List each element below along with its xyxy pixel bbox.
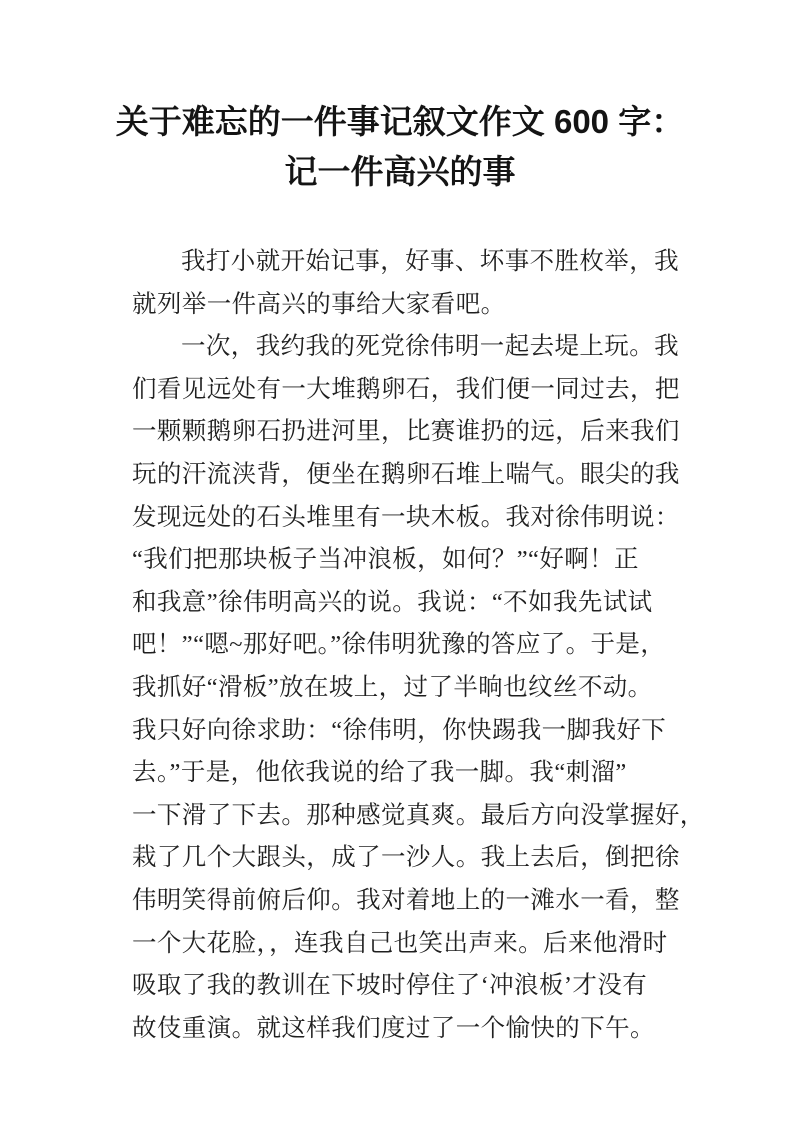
text-line: 玩的汗流浃背，便坐在鹅卵石堆上喘气。眼尖的我 [132, 460, 680, 488]
text-line: 们看见远处有一大堆鹅卵石，我们便一同过去，把 [132, 375, 680, 403]
paragraph-2 [132, 326, 740, 1050]
text-line: 我抓好“滑板”放在坡上，过了半晌也纹丝不动。 [132, 673, 653, 701]
title-line-1: 关于难忘的一件事记叙文作文 600 字： [115, 103, 685, 140]
text-line: 伟明笑得前俯后仰。我对着地上的一滩水一看，整 [132, 886, 680, 914]
text-line: 一个大花脸，，连我自己也笑出声来。后来他滑时 [132, 929, 668, 957]
text-line: 一下滑了下去。那种感觉真爽。最后方向没掌握好， [132, 801, 705, 829]
text-line: 一颗颗鹅卵石扔进河里，比赛谁扔的远，后来我们 [132, 418, 680, 446]
document-title [0, 0, 800, 197]
text-line: 故伎重演。就这样我们度过了一个愉快的下午。 [132, 1014, 655, 1042]
text-line: 吧！”“嗯~那好吧。”徐伟明犹豫的答应了。于是， [132, 631, 666, 659]
text-line: 我只好向徐求助：“徐伟明，你快踢我一脚我好下 [132, 716, 667, 744]
text-line: 发现远处的石头堆里有一块木板。我对徐伟明说： [132, 503, 680, 531]
text-line: 就列举一件高兴的事给大家看吧。 [132, 290, 506, 318]
paragraph-1 [132, 241, 740, 326]
essay-body [0, 241, 800, 1050]
title-line-2: 记一件高兴的事 [284, 153, 516, 190]
text-line: 栽了几个大跟头，成了一沙人。我上去后，倒把徐 [132, 844, 680, 872]
text-line: 我打小就开始记事，好事、坏事不胜枚举，我 [181, 248, 679, 275]
text-line: 吸取了我的教训在下坡时停住了‘冲浪板’才没有 [132, 972, 648, 1000]
text-line: “我们把那块板子当冲浪板，如何？”“好啊！正 [132, 546, 639, 574]
text-line: 去。”于是，他依我说的给了我一脚。我“刺溜” [132, 759, 627, 787]
text-line: 一次，我约我的死党徐伟明一起去堤上玩。我 [181, 333, 679, 361]
text-line: 和我意”徐伟明高兴的说。我说：“不如我先试试 [132, 588, 653, 616]
